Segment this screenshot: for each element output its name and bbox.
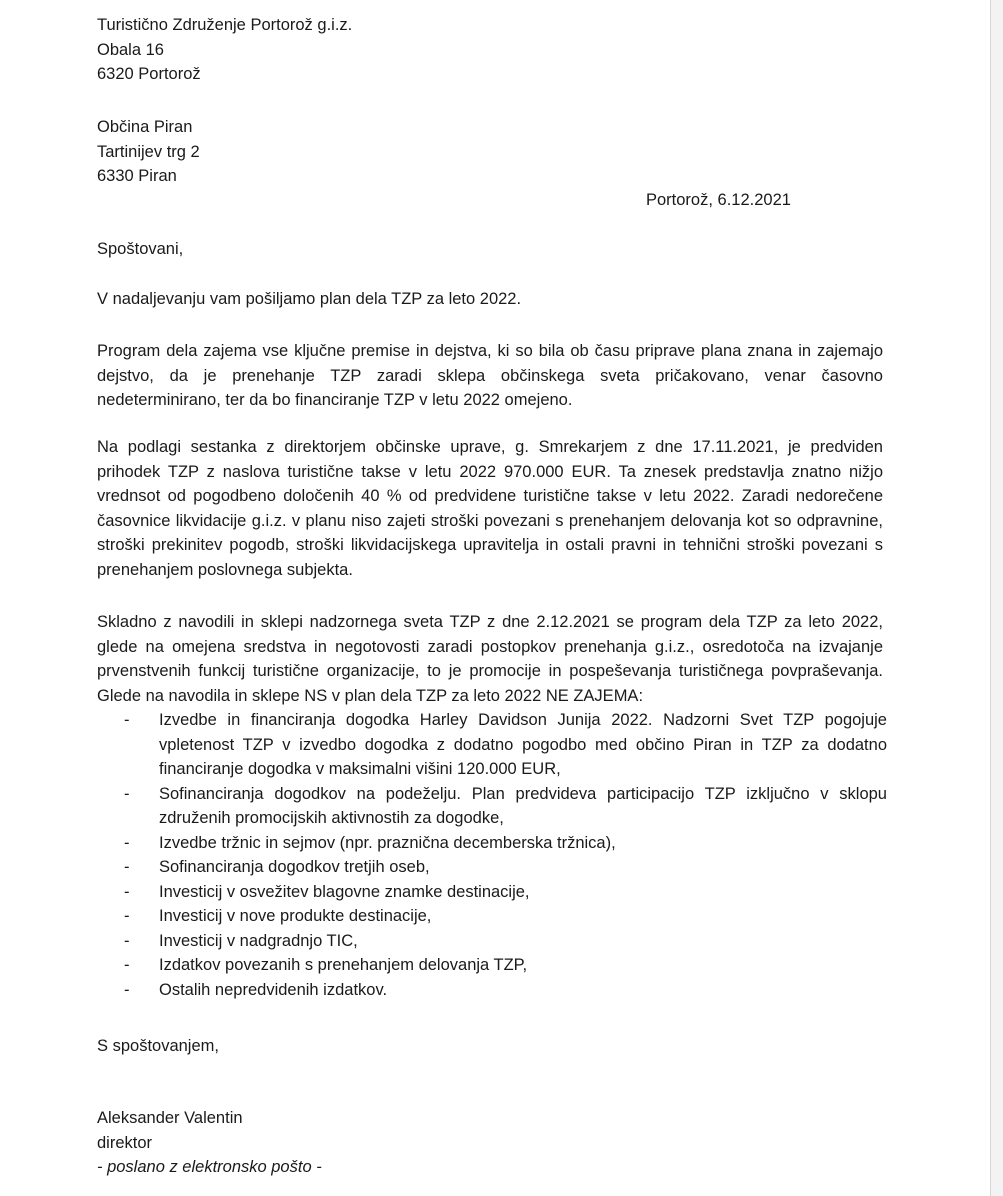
list-item: - Investicij v nadgradnjo TIC,	[97, 929, 887, 954]
list-item: - Izvedbe tržnic in sejmov (npr. praznična decemberska tržnica),	[97, 831, 887, 856]
list-dash: -	[124, 980, 130, 999]
list-dash: -	[124, 956, 130, 974]
recipient-street: Tartinijev trg 2	[97, 142, 200, 161]
list-dash: -	[124, 711, 130, 729]
signature-block	[97, 1106, 322, 1180]
list-dash: -	[124, 858, 130, 876]
sender-city: 6320 Portorož	[97, 65, 201, 83]
recipient-address	[97, 115, 200, 189]
list-item: - Izvedbe in financiranja dogodka Harley Davidson Junija 2022. Nadzorni Svet TZP pogojuje vpletenost TZP v izvedbo dogodka z dodatno pogodbo med občino Piran in TZP za dodatno financiranje dogodka v maksimalni višini 120.000 EUR,	[97, 708, 887, 782]
paragraph-program: Program dela zajema vse ključne premise in dejstva, ki so bila ob času priprave plana znana in zajemajo dejstvo, da je prenehanje TZP zaradi sklepa občinskega sveta pričakovano, venar časovno nedeterminirano, ter da bo financiranje TZP v letu 2022 omejeno.	[97, 342, 883, 409]
list-item: - Sofinanciranja dogodkov tretjih oseb,	[97, 855, 887, 880]
letter-date: Portorož, 6.12.2021	[646, 191, 791, 209]
list-item: - Izdatkov povezanih s prenehanjem delovanja TZP,	[97, 953, 887, 978]
salutation: Spoštovani,	[97, 240, 184, 258]
paragraph-guidelines: Skladno z navodili in sklepi nadzornega sveta TZP z dne 2.12.2021 se program dela TZP za leto 2022, glede na omejena sredstva in negotovosti zaradi postopkov prenehanja g.i.z., osredotoča na izvajanje prvenstvenih funkcij turistične organizacije, to je promocije in pospeševanja turističnega povpraševanja. Glede na navodila in sklepe NS v plan dela TZP za leto 2022 NE ZAJEMA:	[97, 613, 883, 705]
signature-note: - poslano z elektronsko pošto -	[97, 1158, 322, 1176]
list-item: - Investicij v nove produkte destinacije,	[97, 904, 887, 929]
list-item: - Investicij v osvežitev blagovne znamke destinacije,	[97, 880, 887, 905]
list-dash: -	[124, 907, 130, 925]
list-dash: -	[124, 882, 130, 901]
list-dash: -	[124, 784, 130, 803]
closing: S spoštovanjem,	[97, 1037, 219, 1055]
list-item: - Ostalih nepredvidenih izdatkov.	[97, 978, 887, 1003]
recipient-name: Občina Piran	[97, 118, 193, 136]
intro-sentence: V nadaljevanju vam pošiljamo plan dela TZP za leto 2022.	[97, 290, 522, 308]
exclusions-list	[97, 708, 887, 1002]
recipient-city: 6330 Piran	[97, 167, 177, 185]
sender-street: Obala 16	[97, 40, 164, 59]
sender-name: Turistično Združenje Portorož g.i.z.	[97, 16, 353, 34]
sender-address	[97, 13, 352, 87]
paragraph-revenue: Na podlagi sestanka z direktorjem občinske uprave, g. Smrekarjem z dne 17.11.2021, je predviden prihodek TZP z naslova turistične takse v letu 2022 970.000 EUR. Ta znesek predstavlja znatno nižjo vrednsot od pogodbeno določenih 40 % od predvidene turistične takse v letu 2022. Zaradi nedorečene časovnice likvidacije g.i.z. v planu niso zajeti stroški povezani s prenehanjem delovanja kot so odpravnine, stroški prekinitev pogodb, stroški likvidacijskega upravitelja in ostali pravni in tehnični stroški povezani s prenehanjem poslovnega subjekta.	[97, 438, 883, 579]
signature-name: Aleksander Valentin	[97, 1109, 243, 1127]
list-item: - Sofinanciranja dogodkov na podeželju. Plan predvideva participacijo TZP izključno v sklopu združenih promocijskih aktivnostih za dogodke,	[97, 782, 887, 831]
list-dash: -	[124, 833, 130, 852]
list-dash: -	[124, 931, 130, 950]
signature-title: direktor	[97, 1133, 153, 1152]
